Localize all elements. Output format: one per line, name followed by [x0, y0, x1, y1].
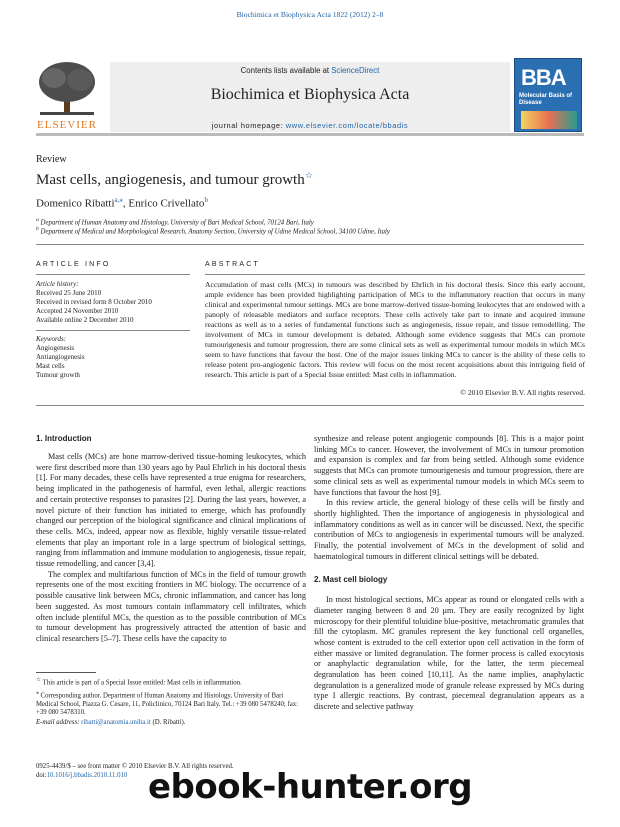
author-affiliation-marker[interactable]: b	[204, 196, 208, 204]
email-suffix: (D. Ribatti).	[150, 718, 186, 726]
contents-prefix: Contents lists available at	[240, 66, 332, 75]
article-type: Review	[36, 154, 67, 165]
history-entry: Accepted 24 November 2010	[36, 307, 119, 315]
affiliation-text: Department of Human Anatomy and Histology, University of Bari Medical School, 70124 Bari, Italy	[40, 219, 314, 227]
affiliation-marker: a	[36, 217, 39, 223]
sciencedirect-link[interactable]: ScienceDirect	[331, 66, 380, 75]
section-heading-mast-cell-biology: 2. Mast cell biology	[314, 575, 388, 585]
article-title	[36, 170, 313, 189]
section-heading-introduction: 1. Introduction	[36, 434, 92, 443]
journal-cover-thumbnail	[514, 58, 582, 132]
cover-image	[521, 111, 577, 129]
abstract-divider	[205, 274, 585, 275]
paragraph: Mast cells (MCs) are bone marrow-derived tissue-homing leukocytes, which were first described more than 130 years ago by Paul Ehrlich in his doctoral thesis [1]. For many decades, these cells have represented a true enigma for researchers, being implicated in the pathogenesis of harmful, even lethal, allergic reactions and certain protective responses to parasites [2]. During the last years, however, a novel picture of their function has initiated to emerge, which has profoundly changed our perception of the biological significance and clinical implications of these cells. MCs, indeed, appear now as flexible, highly versatile tissue-related elements that play an important role in a large spectrum of biological settings, ranging from inflammation and immune modulation to angiogenesis, tissue repair, tissue remodelling, and cancer [3,4].	[36, 452, 306, 569]
article-history	[36, 280, 190, 325]
abstract-text: Accumulation of mast cells (MCs) in tumours was described by Ehrlich in his doctoral thesis. Since this early account, ample evidence has been provided highlighting participation of MCs to the inflammatory reaction that occurs in many clinical and experimental tumour settings. MCs are bone marrow-derived tissue-homing leukocytes that are endowed with a panoply of releasable mediators and surface receptors. These cells actively take part to innate and acquired immune reactions as well as to a series of fundamental functions such as angiogenesis, tissue repair, and tissue remodelling. The involvement of MCs in tumour development is debated. Although some evidence suggests that MCs can promote tumourigenesis and tumour progression, there are some clinical sets as well as experimental tumour models in which MCs seem to have functions that favour the host. One of the major issues linking MCs to cancer is the ability of these cells to release potent pro-angiogenic factors. This review will focus on the most recent acquisitions about this intriguing field of research. This article is part of a Special Issue entitled: Mast cells in inflammation.	[205, 280, 585, 379]
keyword: Angiogenesis	[36, 344, 75, 352]
journal-reference[interactable]: Biochimica et Biophysica Acta 1822 (2012) 2–8	[236, 10, 384, 19]
abstract-bottom-divider	[36, 405, 584, 406]
affiliation-b	[36, 225, 584, 236]
issn-line: 0925-4439/$ – see front matter © 2010 Elsevier B.V. All rights reserved.	[36, 763, 234, 770]
elsevier-tree-logo	[34, 58, 100, 132]
cover-subtitle: Molecular Basis of Disease	[519, 93, 573, 106]
homepage-prefix: journal homepage:	[211, 121, 286, 130]
footnote-email	[36, 719, 306, 728]
doi-link[interactable]: 10.1016/j.bbadis.2010.11.010	[46, 771, 128, 779]
paragraph: The complex and multifarious function of MCs in the field of tumour growth represents one of the most exciting frontiers in MC biology. The occurrence of a possible causative link between MCs, chronic inflammation, and cancer has long been suggested. As most tumours contain inflammatory cell infiltrates, which often include plentiful MCs, the question as to the possible contribution of MCs to tumour development has progressively attracted the attention of basic and clinical researchers [5–7]. These cells have the capacity to	[36, 569, 306, 643]
affiliation-text: Department of Medical and Morphological Research, Anatomy Section, University of Udine Medical School, 34100 Udine, Italy	[40, 228, 390, 236]
contents-available-line	[110, 66, 510, 75]
keywords-divider	[36, 330, 190, 331]
history-label: Article history:	[36, 280, 79, 288]
author-affiliation-marker[interactable]: a,⁎	[114, 196, 123, 204]
keywords-block	[36, 335, 190, 380]
watermark-text: ebook-hunter.org	[148, 767, 473, 807]
article-title-text: Mast cells, angiogenesis, and tumour growth	[36, 172, 305, 188]
footnote-text: This article is part of a Special Issue entitled: Mast cells in inflammation.	[42, 679, 242, 687]
journal-title: Biochimica et Biophysica Acta	[210, 86, 410, 103]
keywords-label: Keywords:	[36, 335, 67, 343]
paragraph: synthesize and release potent angiogenic compounds [8]. This is a major point linking MCs to cancer. However, the involvement of MCs in tumour promotion and expansion is complex and far from being settled. Although some evidence suggests that MCs can promote tumourigenesis and tumour progression, there are some clinical sets as well as experimental tumour models in which MCs seem to have functions that favour the host [9].	[314, 434, 584, 497]
keyword: Mast cells	[36, 362, 65, 370]
history-entry: Available online 2 December 2010	[36, 316, 134, 324]
author-name: Domenico Ribatti	[36, 197, 115, 210]
footnote-marker: ⁎	[36, 689, 39, 696]
publisher-name: ELSEVIER	[37, 119, 97, 131]
author-list	[36, 196, 208, 210]
history-entry: Received in revised form 8 October 2010	[36, 298, 152, 306]
footnote-marker: ☆	[36, 677, 42, 683]
author-name: Enrico Crivellato	[128, 197, 205, 210]
paragraph: In most histological sections, MCs appear as round or elongated cells with a diameter ranging between 8 and 20 μm. They are easily recognized by light microscopy for their plentiful toluidine blue-positive, metachromatic granules that fill the cytoplasm. MC granules represent the key functional cell organelles, whose content is extruded to the cell exterior upon cell activation in the form of either massive or limited degranulation. The former process is called exocytosis or anaphylactic degranulation while, for the latter, the term piecemeal degranulation has been coined [10,11]. As the name implies, anaphylactic degranulation is a generalized mode of granule release expressed by MCs during type I allergic reactions. By contrast, piecemeal degranulation appears as a discrete and selective pathway	[314, 595, 584, 712]
footnote-divider	[36, 672, 96, 673]
history-entry: Received 25 June 2010	[36, 289, 102, 297]
left-column-body	[36, 452, 306, 645]
article-info-divider	[36, 274, 190, 275]
article-info-heading: ARTICLE INFO	[36, 261, 111, 268]
journal-homepage	[110, 121, 510, 130]
footnote-special-issue	[36, 676, 306, 688]
abstract-heading: ABSTRACT	[205, 261, 260, 268]
footnote-text: Corresponding author. Department of Human Anatomy and Histology, University of Bari Medical School, Piazza G. Cesare, 11, Policlinico, 70124 Bari Italy. Tel.: +39 080 5478240; fax: +39 080 5478310.	[36, 692, 299, 717]
paragraph: In this review article, the general biology of these cells will be firstly and shortly highlighted. Then the importance of angiogenesis in physiological and inflammatory conditions as well as in cancer will be discussed. Next, the specific contribution of MCs to angiogenesis in experimental tumours will be analyzed. Finally, the potential involvement of MCs in the development of solid and haematological tumours in different clinical settings will be debated.	[314, 498, 584, 561]
footnote-corresponding-author	[36, 689, 306, 718]
abstract-copyright: © 2010 Elsevier B.V. All rights reserved.	[460, 388, 585, 397]
keyword: Antiangiogenesis	[36, 353, 85, 361]
homepage-link[interactable]: www.elsevier.com/locate/bbadis	[285, 121, 409, 130]
footnotes	[36, 676, 306, 729]
cover-title: BBA	[521, 65, 566, 90]
email-label: E-mail address:	[36, 718, 82, 726]
doi-prefix: doi:	[36, 771, 47, 779]
email-link[interactable]: ribatti@anatomia.uniba.it	[81, 718, 151, 726]
keyword: Tumour growth	[36, 371, 80, 379]
affiliation-marker: b	[36, 226, 39, 232]
title-divider	[36, 244, 584, 245]
title-footnote-marker[interactable]: ☆	[304, 170, 313, 180]
author-separator: ,	[122, 197, 129, 210]
right-column-body	[314, 434, 584, 713]
